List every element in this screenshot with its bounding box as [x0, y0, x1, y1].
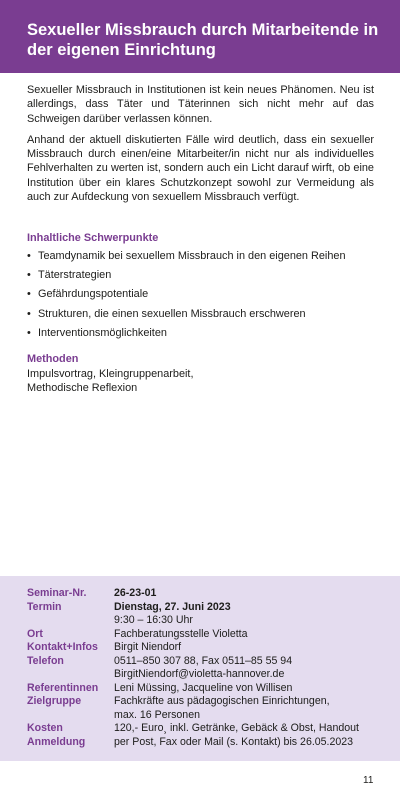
title-banner	[0, 0, 400, 73]
ort-value: Fachberatungsstelle Violetta	[114, 627, 248, 640]
termin-date: Dienstag, 27. Juni 2023	[114, 600, 231, 613]
info-label: Termin	[27, 600, 62, 613]
page-number: 11	[363, 775, 374, 786]
list-item-text: Teamdynamik bei sexuellem Missbrauch in den eigenen Reihen	[38, 250, 346, 262]
info-label: Kontakt+Infos	[27, 641, 98, 653]
seminar-info-box	[0, 576, 400, 761]
info-row-seminar	[27, 587, 384, 601]
page-title: Sexueller Missbrauch durch Mitarbeitende in der eigenen Einrichtung	[27, 21, 379, 59]
info-label: Zielgruppe	[27, 695, 82, 707]
referentinnen-value: Leni Müssing, Jacqueline von Willisen	[114, 681, 293, 694]
list-item	[27, 247, 377, 266]
list-item-text: Täterstrategien	[38, 269, 112, 282]
info-row-kontakt	[27, 641, 384, 655]
termin-time: 9:30 – 16:30 Uhr	[114, 614, 193, 626]
intro-text	[27, 83, 374, 211]
kontakt-value: Birgit Niendorf	[114, 641, 182, 653]
methods-text	[27, 367, 377, 396]
focus-list	[27, 247, 377, 343]
anmeldung-value: per Post, Fax oder Mail (s. Kontakt) bis 26.05.2023	[114, 735, 354, 748]
bullet-icon: •	[27, 307, 31, 320]
seminar-number: 26-23-01	[114, 587, 157, 599]
info-label: Telefon	[27, 654, 64, 667]
info-row-kosten	[27, 722, 384, 736]
info-label: Referentinnen	[27, 681, 99, 694]
methods-heading: Methoden	[27, 353, 79, 365]
zielgruppe-value	[114, 695, 384, 722]
list-item	[27, 266, 377, 285]
list-item	[27, 324, 377, 343]
termin-value	[114, 601, 384, 628]
bullet-icon: •	[27, 250, 31, 262]
email-link[interactable]: BirgitNiendorf@violetta-hannover.de	[114, 668, 285, 680]
intro-paragraph-2: Anhand der aktuell diskutierten Fälle wird deutlich, dass ein sexueller Missbrauch durch einen/eine Mitarbeiter/in nicht nur als individuelles Fehlverhalten zu werten ist, sondern auch ein Licht darauf wirft, ob eine Institution über ein klares Schutzkonzept sowohl zur Vermeidung als auch zur Aufdeckung von sexuellem Missbrauch verfügt.	[27, 133, 374, 204]
info-row-referentinnen	[27, 682, 384, 696]
zielgruppe-line: Fachkräfte aus pädagogischen Einrichtungen,	[114, 695, 330, 707]
info-row-telefon	[27, 655, 384, 682]
kosten-value: 120,- Euro¸ inkl. Getränke, Gebäck & Obst, Handout	[114, 722, 359, 734]
focus-section	[27, 231, 377, 343]
info-label: Seminar-Nr.	[27, 587, 87, 599]
intro-paragraph-1: Sexueller Missbrauch in Institutionen ist kein neues Phänomen. Neu ist allerdings, dass Täter und Täterinnen sich nicht mehr auf das Schweigen darüber verlassen können.	[27, 84, 374, 125]
bullet-icon: •	[27, 326, 31, 339]
list-item	[27, 305, 377, 324]
info-label: Ort	[27, 627, 43, 640]
methods-section	[27, 352, 377, 396]
info-row-ort	[27, 628, 384, 642]
phone-fax: 0511–850 307 88, Fax 0511–85 55 94	[114, 654, 293, 667]
info-label: Anmeldung	[27, 735, 86, 748]
methods-line: Methodische Reflexion	[27, 382, 138, 395]
seminar-info-table	[27, 587, 384, 749]
focus-heading: Inhaltliche Schwerpunkte	[27, 232, 159, 244]
list-item-text: Interventionsmöglichkeiten	[38, 326, 167, 339]
methods-line: Impulsvortrag, Kleingruppenarbeit,	[27, 368, 194, 380]
zielgruppe-line: max. 16 Personen	[114, 708, 200, 721]
info-label: Kosten	[27, 722, 63, 734]
bullet-icon: •	[27, 269, 31, 282]
list-item	[27, 285, 377, 304]
info-row-zielgruppe	[27, 695, 384, 722]
info-row-termin	[27, 601, 384, 628]
telefon-value	[114, 655, 384, 682]
info-row-anmeldung	[27, 736, 384, 750]
list-item-text: Gefährdungspotentiale	[38, 288, 149, 301]
list-item-text: Strukturen, die einen sexuellen Missbrauch erschweren	[38, 307, 306, 320]
bullet-icon: •	[27, 288, 31, 301]
